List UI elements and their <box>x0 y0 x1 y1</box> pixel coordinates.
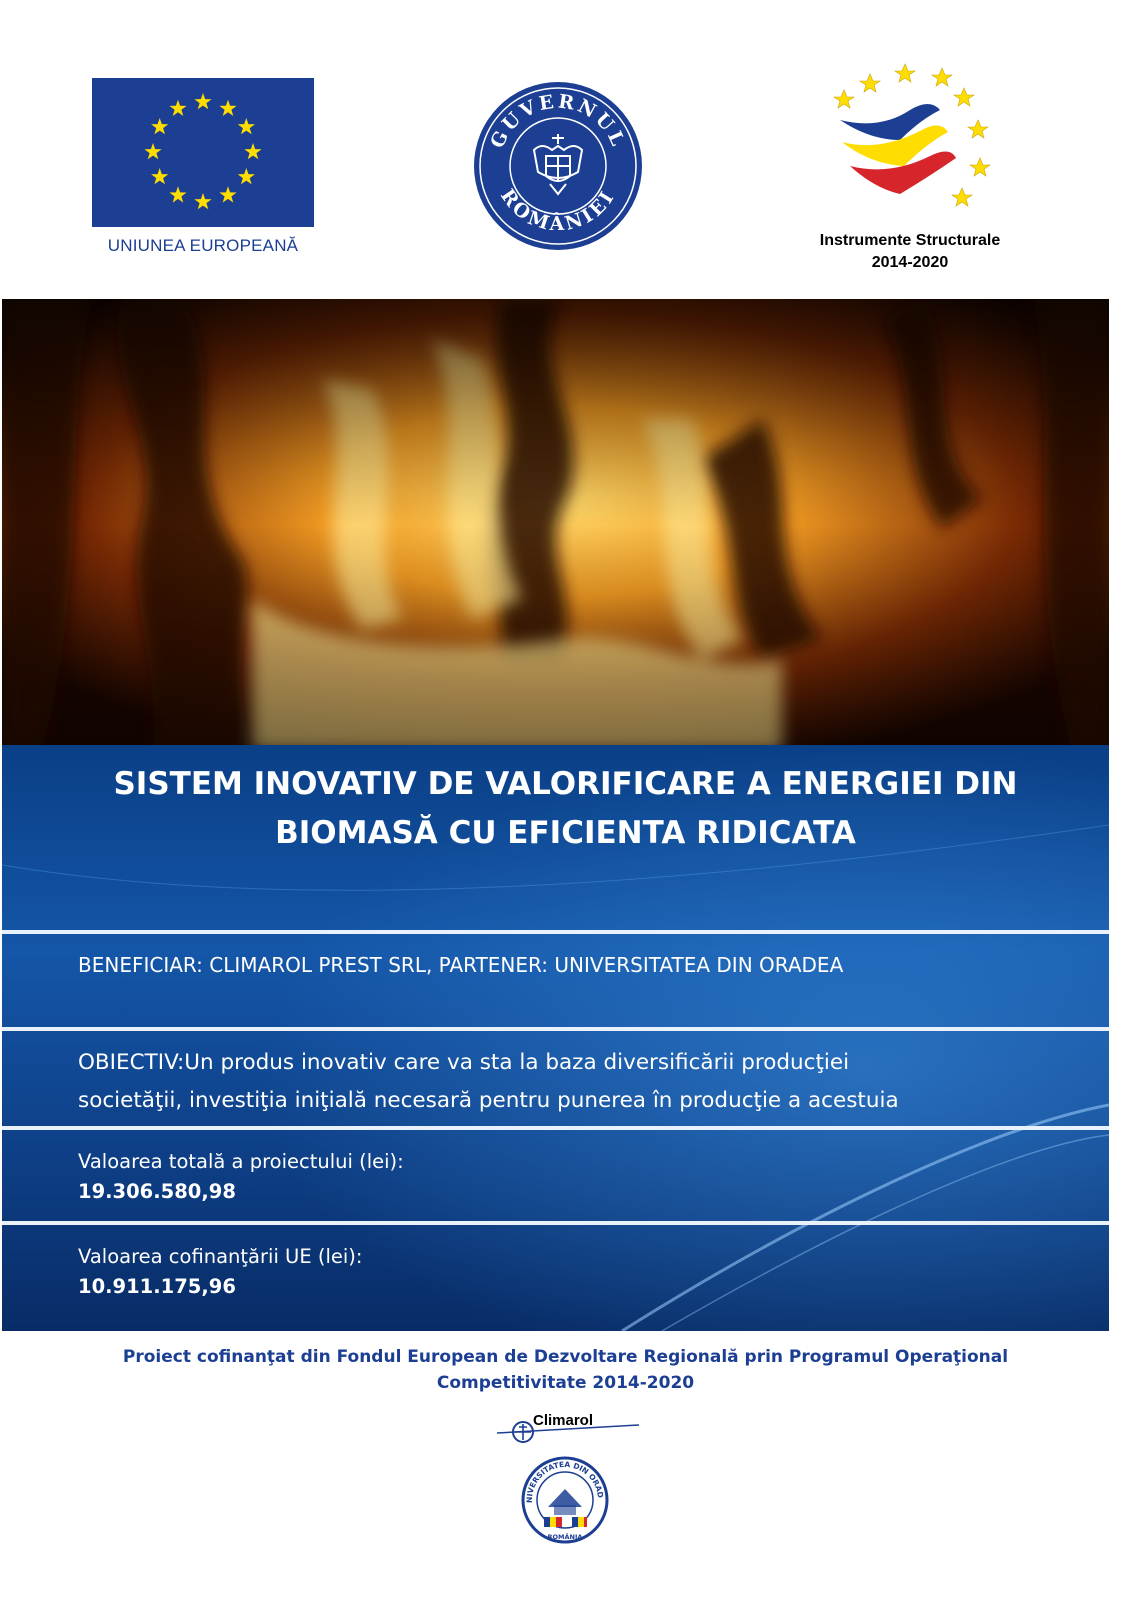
divider-4 <box>2 1221 1109 1225</box>
footer-line-2: Competitivitate 2014-2020 <box>436 1373 695 1393</box>
uni-seal-text: NIVERSITATEA DIN ORAD <box>524 1459 606 1503</box>
climarol-logo-text: Climarol <box>533 1412 594 1429</box>
project-title <box>52 760 1079 858</box>
university-seal-logo <box>520 1455 610 1545</box>
title-line-2: BIOMASĂ CU EFICIENTA RIDICATA <box>275 815 856 851</box>
fire-photo <box>2 299 1109 751</box>
government-seal-logo <box>472 80 644 252</box>
instrumente-structurale-label <box>790 230 1030 274</box>
gov-seal-top-text: GUVERNUL <box>486 90 630 152</box>
gov-seal-bottom-text: ROMÂNIEI <box>496 185 620 236</box>
total-value: 19.306.580,98 <box>78 1180 236 1203</box>
is-label-line2: 2014-2020 <box>871 254 949 271</box>
is-label-line1: Instrumente Structurale <box>819 232 1001 249</box>
climarol-logo <box>493 1405 643 1453</box>
divider-3 <box>2 1126 1109 1130</box>
eu-label: UNIUNEA EUROPEANĂ <box>107 236 299 255</box>
instrumente-structurale-logo <box>830 60 1000 220</box>
eu-cofinancing-value: 10.911.175,96 <box>78 1275 236 1298</box>
eu-cofinancing-label: Valoarea cofinanţării UE (lei): <box>78 1245 363 1268</box>
divider-2 <box>2 1027 1109 1031</box>
total-value-label: Valoarea totală a proiectului (lei): <box>78 1150 404 1173</box>
footer-line-1: Proiect cofinanţat din Fondul European de Dezvoltare Regională prin Programul Operaţional <box>122 1347 1009 1367</box>
footer-text <box>60 1344 1071 1396</box>
eu-flag-logo <box>92 78 314 227</box>
uni-seal-bottom-text: ROMÂNIA <box>547 1533 583 1541</box>
objective-line-1: OBIECTIV:Un produs inovativ care va sta la baza diversificării producţiei <box>78 1050 850 1075</box>
beneficiary-text: BENEFICIAR: CLIMAROL PREST SRL, PARTENER: UNIVERSITATEA DIN ORADEA <box>78 953 844 977</box>
divider-1 <box>2 930 1109 934</box>
title-line-1: SISTEM INOVATIV DE VALORIFICARE A ENERGIEI DIN <box>113 766 1018 802</box>
objective-line-2: societăţii, investiţia iniţială necesară pentru punerea în producţie a acestuia <box>78 1088 899 1113</box>
objective-text <box>78 1044 1098 1120</box>
